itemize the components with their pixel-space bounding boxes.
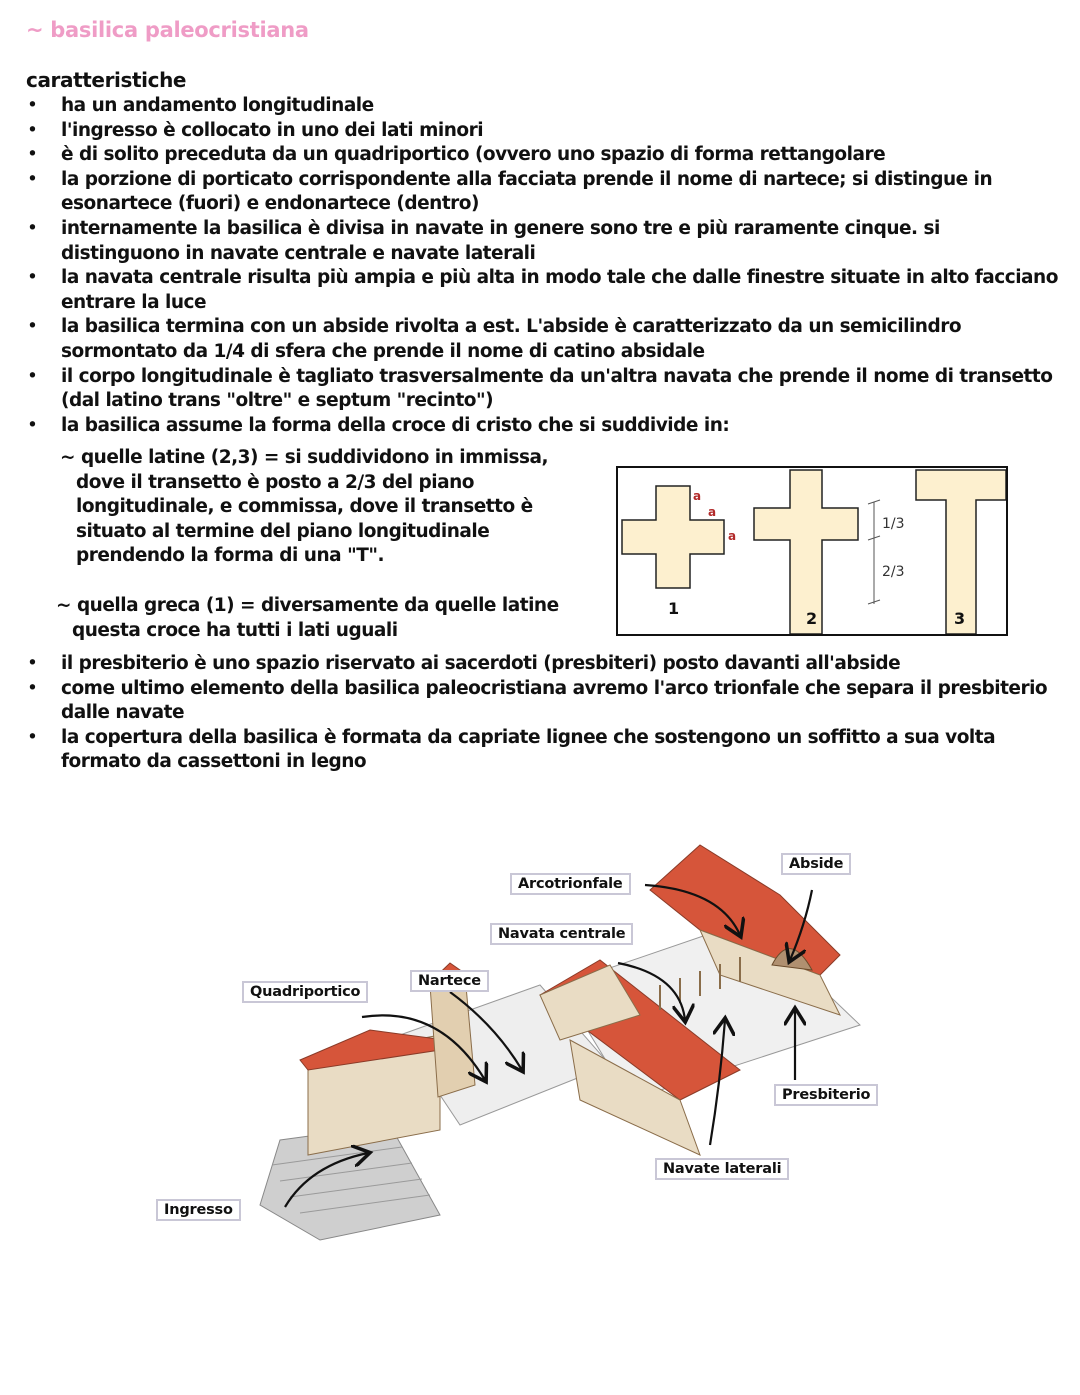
basilica-drawing [140, 835, 900, 1255]
list-item-text: il corpo longitudinale è tagliato trasversalmente da un'altra navata che prende il nome di transetto (dal latino trans "oltre" e septum "recinto") [61, 365, 1053, 412]
feature-list [0, 94, 1060, 438]
list-item-text: la basilica termina con un abside rivolta a est. L'abside è caratterizzato da un semicilindro sormontato da 1/4 di sfera che prende il nome di catino absidale [61, 316, 962, 362]
label-abside: Abside [781, 853, 851, 875]
sub-item-first-line: ~ quelle latine (2,3) = si suddividono in immissa, [60, 447, 549, 468]
list-item-text: la porzione di porticato corrispondente alla facciata prende il nome di nartece; si distingue in esonartece (fuori) e endonartece (dentro) [61, 168, 993, 215]
dimension-a-label: a [728, 529, 737, 543]
bullet-icon: • [27, 95, 38, 116]
fraction-label: 2/3 [882, 564, 905, 580]
list-item-text: è di solito preceduta da un quadriportico (ovvero uno spazio di forma rettangolare [61, 144, 886, 166]
bullet-icon: • [27, 653, 38, 674]
sub-item-continuation: questa croce ha tutti i lati uguali [72, 619, 398, 641]
list-item [0, 726, 1060, 775]
basilica-illustration [140, 835, 900, 1255]
list-item [0, 217, 1060, 266]
cross-diagram-svg [618, 468, 1006, 634]
bullet-icon: • [27, 119, 38, 141]
sub-item-continuation: dove il transetto è posto a 2/3 del piano longitudinale, e commissa, dove il transetto è situato al termine del piano longitudinale prendendo la forma di una "T". [76, 471, 533, 567]
list-item [0, 414, 1060, 439]
list-item-text: la copertura della basilica è formata da capriate lignee che sostengono un soffitto a sua volta formato da cassettoni in legno [61, 726, 996, 773]
list-item-text: come ultimo elemento della basilica paleocristiana avremo l'arco trionfale che separa il presbiterio dalle navate [61, 677, 1048, 724]
list-item [0, 652, 1060, 677]
sub-item-first-line: ~ quella greca (1) = diversamente da quelle latine [56, 595, 559, 616]
bullet-icon: • [27, 365, 38, 387]
list-item [0, 94, 1060, 119]
list-item [0, 266, 1060, 315]
list-item [0, 315, 1060, 364]
label-navata-centrale: Navata centrale [490, 923, 633, 945]
label-nartece: Nartece [410, 970, 489, 992]
list-item [0, 168, 1060, 217]
sub-item-latin-cross [60, 446, 580, 569]
list-item [0, 119, 1060, 144]
list-item-text: internamente la basilica è divisa in navate in genere sono tre e più raramente cinque. si distinguono in navate centrale e navate laterali [61, 217, 940, 264]
page-title: ~ basilica paleocristiana [26, 18, 309, 42]
cross-number-label: 2 [806, 609, 818, 628]
bullet-icon: • [27, 316, 38, 338]
cross-number-label: 1 [668, 599, 680, 618]
section-heading: caratteristiche [26, 68, 187, 92]
greek-cross-shape [622, 486, 724, 588]
bullet-icon: • [27, 677, 38, 699]
label-presbiterio: Presbiterio [774, 1084, 878, 1106]
label-navate-laterali: Navate laterali [655, 1158, 789, 1180]
bullet-icon: • [27, 217, 38, 239]
cross-types-diagram [616, 466, 1008, 636]
fraction-label: 1/3 [882, 516, 905, 532]
feature-list-continued [0, 652, 1060, 775]
list-item [0, 365, 1060, 414]
list-item-text: la basilica assume la forma della croce di cristo che si suddivide in: [61, 414, 730, 436]
dimension-a-label: a [693, 489, 702, 503]
sub-item-greek-cross [56, 594, 576, 643]
label-arcotrionfale: Arcotrionfale [510, 873, 631, 895]
dimension-a-label: a [708, 505, 717, 519]
bullet-icon: • [27, 168, 38, 190]
list-item-text: il presbiterio è uno spazio riservato ai sacerdoti (presbiteri) posto davanti all'abside [61, 653, 901, 674]
bullet-icon: • [27, 267, 38, 289]
label-quadriportico: Quadriportico [242, 981, 368, 1003]
bullet-icon: • [27, 144, 38, 166]
bullet-icon: • [27, 414, 38, 436]
list-item [0, 143, 1060, 168]
list-item-text: la navata centrale risulta più ampia e più alta in modo tale che dalle finestre situate in alto facciano entrare la luce [61, 267, 1058, 313]
cross-number-label: 3 [954, 609, 966, 628]
list-item [0, 677, 1060, 726]
label-ingresso: Ingresso [156, 1199, 241, 1221]
bullet-icon: • [27, 726, 38, 748]
list-item-text: l'ingresso è collocato in uno dei lati minori [61, 119, 484, 141]
list-item-text: ha un andamento longitudinale [61, 95, 374, 116]
